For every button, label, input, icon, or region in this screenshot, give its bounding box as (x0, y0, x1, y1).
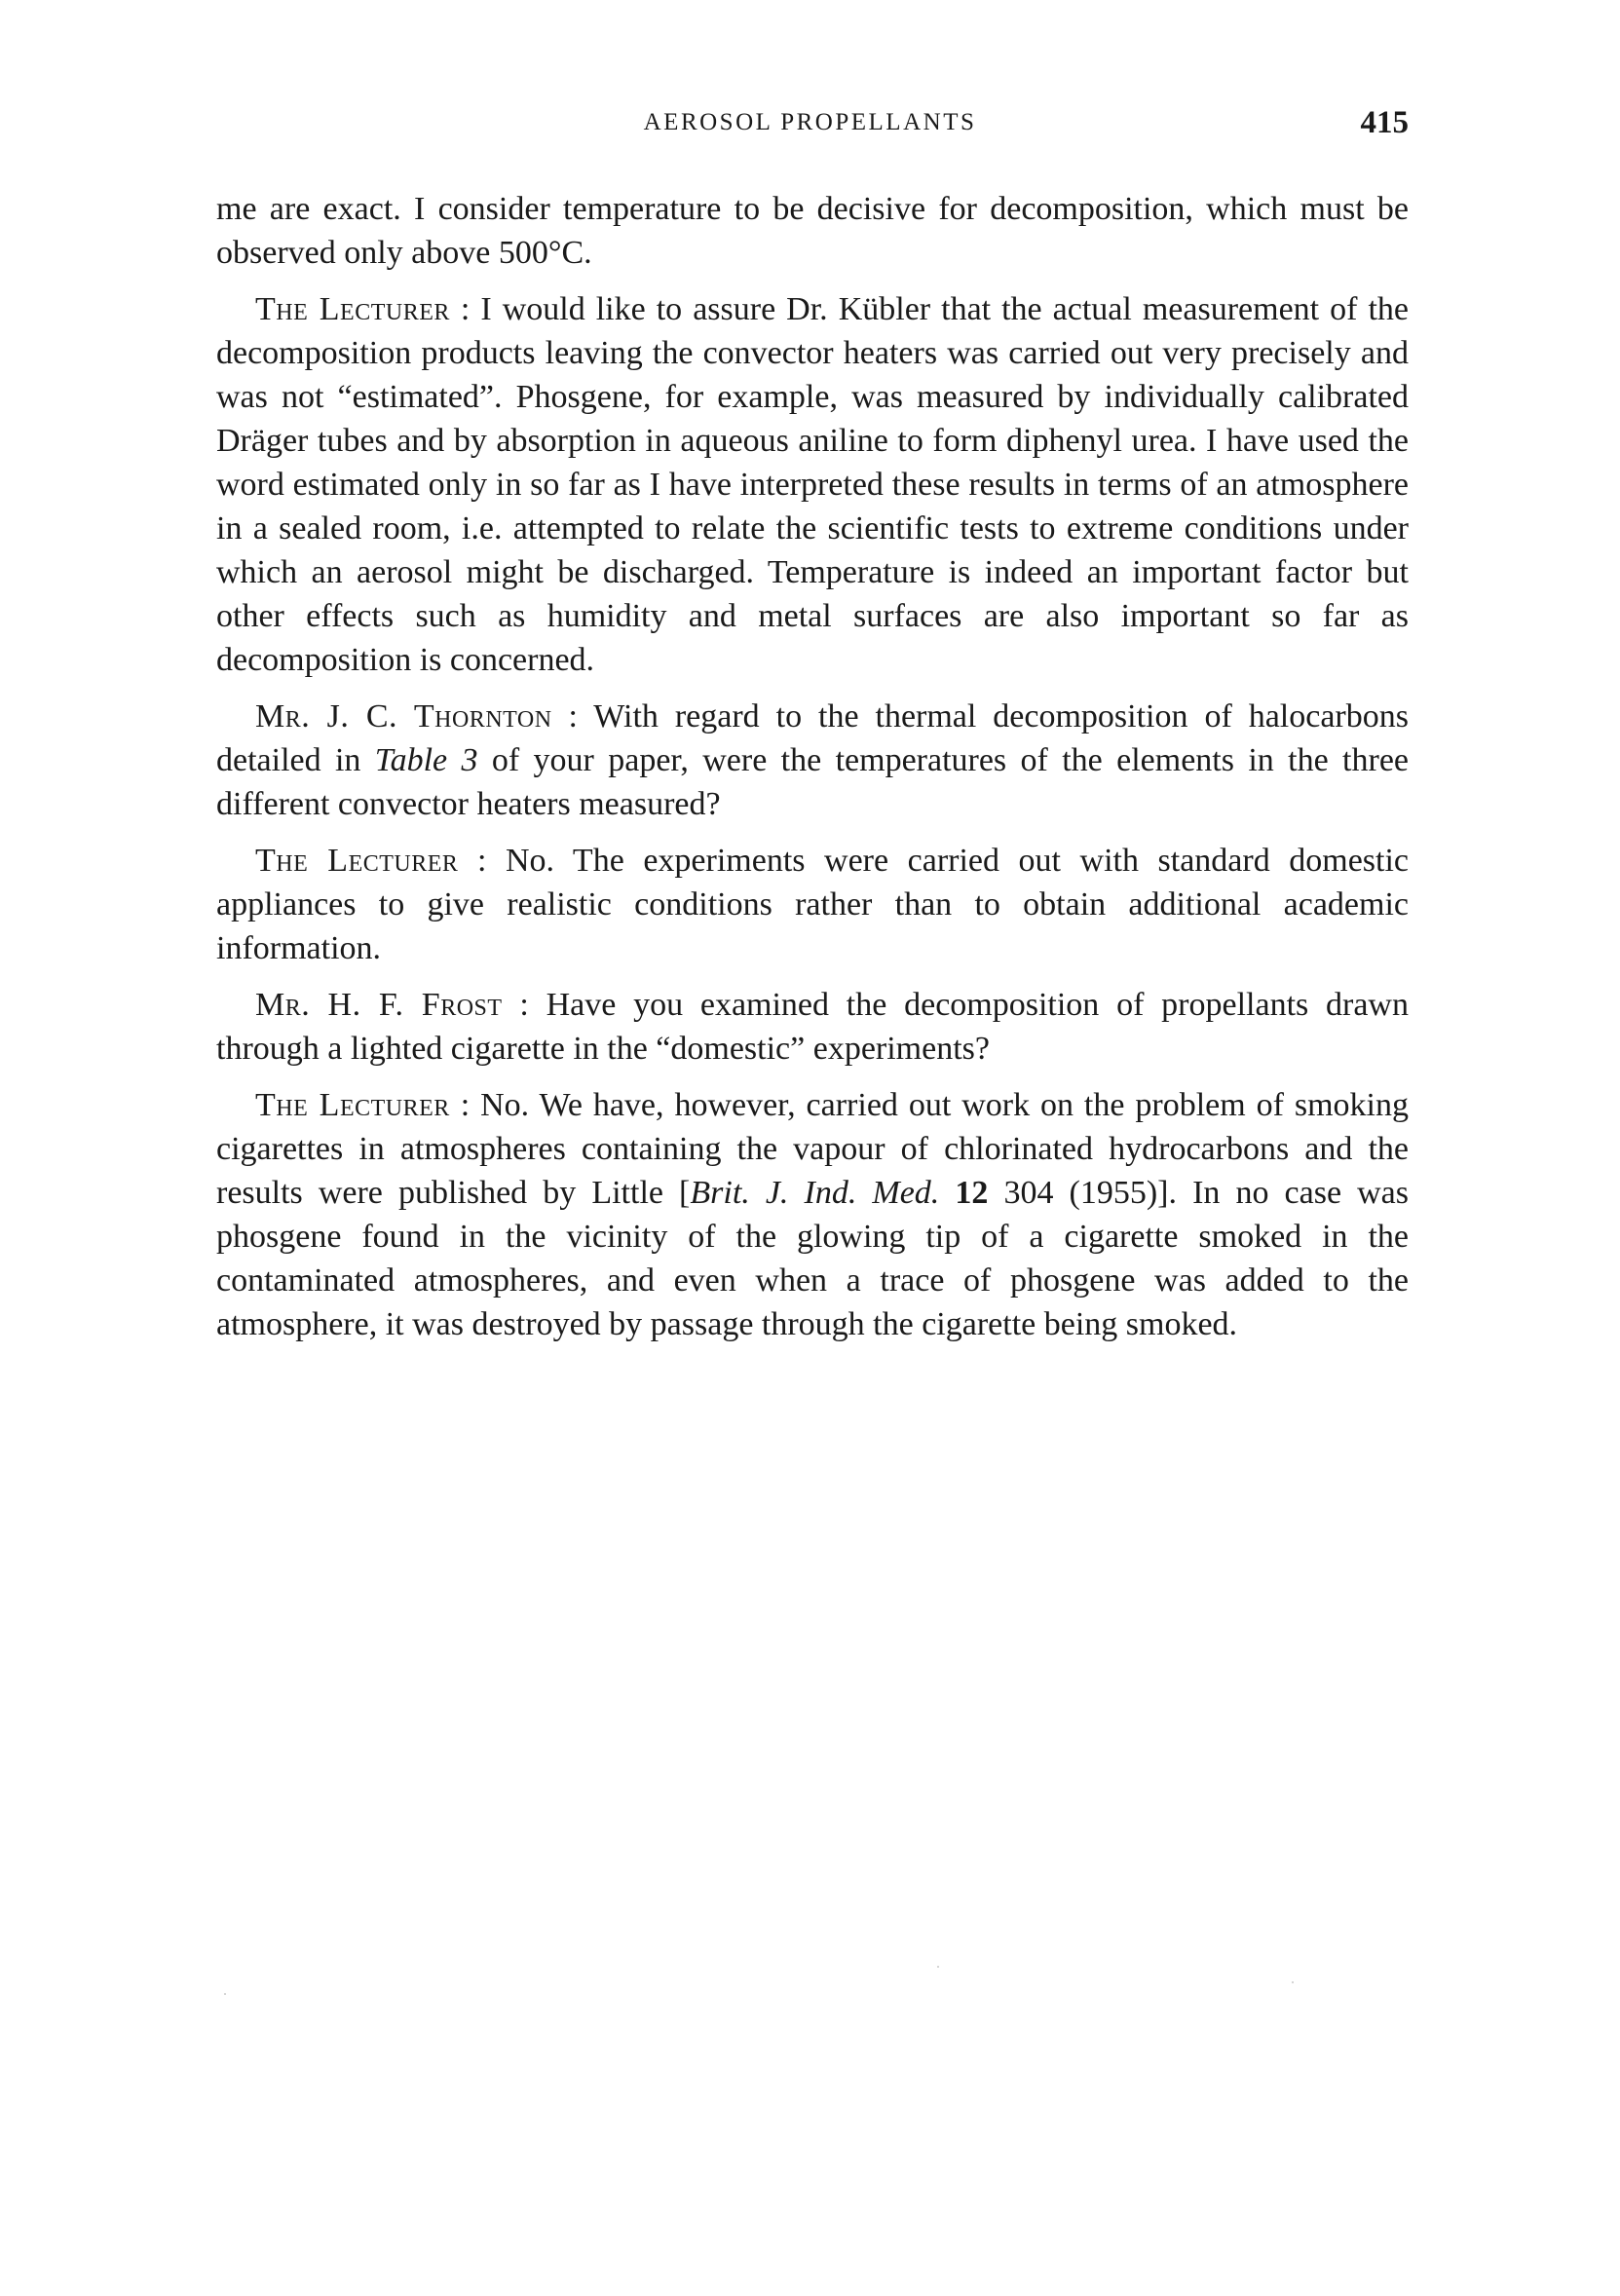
paragraph-frost-question (216, 983, 1409, 1071)
running-title: AEROSOL PROPELLANTS (643, 109, 977, 135)
scan-speck (1292, 1981, 1294, 1983)
speaker-separator: : (449, 1087, 481, 1123)
paragraph-continuation (216, 187, 1409, 275)
paragraph-lecturer-reply-1 (216, 287, 1409, 682)
paragraph-text: No. The experiments were carried out with standard domestic appliances to give realistic conditions rather than to obtain additional academic information. (216, 843, 1409, 966)
speaker-name: Mr. J. C. Thornton (255, 698, 552, 734)
paragraph-text: No. We have, however, carried out work on the problem of smoking cigarettes in atmospheres containing the vapour of chlorinated hydrocarbons and the results were published by Little [ (216, 1087, 1409, 1211)
table-reference: Table 3 (374, 742, 478, 778)
paragraph-text: of your paper, were the temperatures of the elements in the three different convector heaters measured? (216, 742, 1409, 822)
citation-journal: Brit. J. Ind. Med. (690, 1175, 940, 1211)
paragraph-text: I would like to assure Dr. Kübler that the actual measurement of the decomposition products leaving the convector heaters was carried out very precisely and was not “estimated”. Phosgene, for example, was measured by individually calibrated Dräger tubes and by absorption in aqueous aniline to form diphenyl urea. I have used the word estimated only in so far as I have interpreted these results in terms of an atmosphere in a sealed room, i.e. attempted to relate the scientific tests to extreme conditions under which an aerosol might be discharged. Temperature is indeed an important factor but other effects such as humidity and metal surfaces are also important so far as decomposition is concerned. (216, 291, 1409, 678)
speaker-name: Mr. H. F. Frost (255, 987, 503, 1023)
speaker-separator: : (449, 291, 481, 327)
speaker-name: The Lecturer (255, 1087, 450, 1123)
paragraph-text: me are exact. I consider temperature to be decisive for decomposition, which must be observed only above 500°C. (216, 191, 1409, 271)
speaker-name: The Lecturer (255, 843, 459, 879)
paragraph-text: Have you examined the decomposition of propellants drawn through a lighted cigarette in the “domestic” experiments? (216, 987, 1409, 1067)
paragraph-lecturer-reply-3 (216, 1083, 1409, 1346)
paragraph-text: With regard to the thermal decomposition of halocarbons detailed in (216, 698, 1409, 778)
page-number: 415 (1360, 105, 1409, 140)
speaker-separator: : (458, 843, 506, 879)
speaker-separator: : (551, 698, 594, 734)
scan-speck (937, 1966, 939, 1968)
paragraph-text: . In no case was phosgene found in the vicinity of the glowing tip of a cigarette smoked in the contaminated atmospheres, and even when a trace of phosgene was added to the atmosphere, it was destroyed by passage through the cigarette being smoked. (216, 1175, 1410, 1342)
speaker-separator: : (502, 987, 546, 1023)
scan-speck (224, 1993, 226, 1995)
speaker-name: The Lecturer (255, 291, 450, 327)
citation-pages-year: 304 (1955)] (988, 1175, 1169, 1211)
citation-volume: 12 (955, 1175, 989, 1211)
paragraph-thornton-question (216, 695, 1409, 826)
discussion-text (216, 187, 1409, 1359)
paragraph-lecturer-reply-2 (216, 839, 1409, 970)
